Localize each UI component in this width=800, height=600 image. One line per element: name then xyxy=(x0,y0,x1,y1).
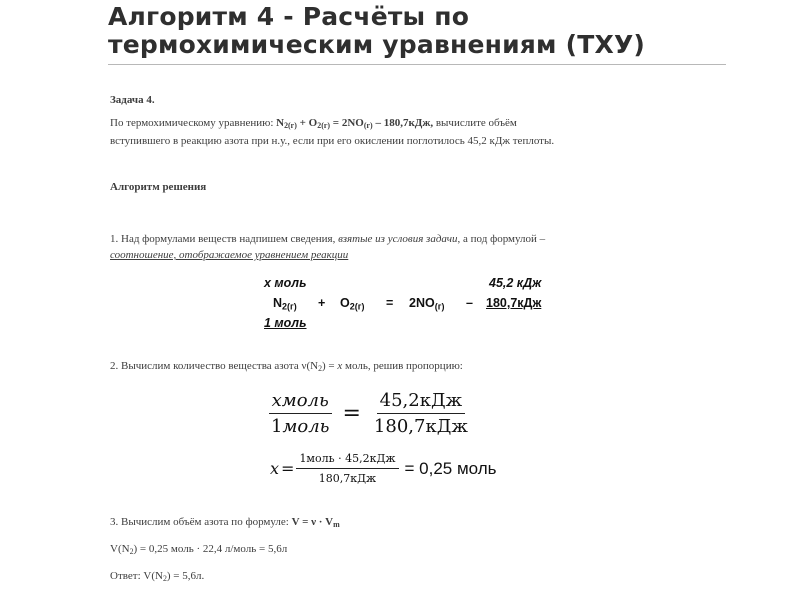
proportion-right-denominator: 180,7кДж xyxy=(373,416,468,437)
x-numerator: 1моль · 45,2кДж xyxy=(296,452,398,469)
eq-n-symbol: N xyxy=(273,296,283,310)
answer-line xyxy=(110,570,204,582)
eq-n2 xyxy=(273,296,297,310)
x-fraction xyxy=(296,452,398,485)
task-line-2: вступившего в реакцию азота при н.у., если при его окислении поглотилось 45,2 кДж теплоты. xyxy=(110,135,555,147)
x-equals: = xyxy=(281,459,295,478)
eq-plus: + xyxy=(318,296,326,310)
algorithm-heading: Алгоритм решения xyxy=(110,181,207,193)
proportion-left-numerator: xмоль xyxy=(269,390,332,414)
eq-no-sub: (г) xyxy=(363,120,373,130)
eq-below-left: 1 моль xyxy=(264,316,307,330)
step-1-text-c: , а под формулой – xyxy=(457,233,546,245)
calculation-text-b: ) = 0,25 моль · 22,4 л/моль = 5,6л xyxy=(133,543,288,555)
title-divider xyxy=(108,64,726,65)
task-equation xyxy=(276,117,433,129)
eq-n: N xyxy=(276,117,285,129)
proportion-right-numerator: 45,2кДж xyxy=(377,390,466,414)
step-2-line xyxy=(110,360,463,372)
page-title-line-2: термохимическим уравнениям (ТХУ) xyxy=(108,30,646,59)
eq-o-sub: 2(г) xyxy=(317,120,331,130)
eq-2no xyxy=(409,296,444,310)
step-3-formula-sub: m xyxy=(333,519,340,529)
eq-no: = 2NO xyxy=(330,117,364,129)
eq-above-left: x моль xyxy=(264,276,307,290)
x-denominator: 180,7кДж xyxy=(318,472,377,485)
proportion xyxy=(268,390,471,437)
step-2-text-c: моль, решив пропорцию: xyxy=(342,360,463,372)
eq-o-subscript: 2(г) xyxy=(349,301,365,312)
step-1-line-1 xyxy=(110,233,545,245)
eq-equals: = xyxy=(386,296,394,310)
proportion-left-denominator xyxy=(268,414,332,437)
eq-heat: – 180,7кДж, xyxy=(372,117,434,129)
x-calculation xyxy=(270,452,497,485)
proportion-right-fraction xyxy=(371,390,471,437)
proportion-left-fraction xyxy=(268,390,332,437)
step-3-line xyxy=(110,516,340,528)
eq-o-symbol: O xyxy=(340,296,350,310)
page-title-line-1: Алгоритм 4 - Расчёты по xyxy=(108,2,470,31)
eq-o2 xyxy=(340,296,364,310)
eq-no-subscript: (г) xyxy=(434,301,445,312)
step-2-text-b: ) = xyxy=(322,360,338,372)
calculation-text-a: V(N xyxy=(110,543,130,555)
task-text-end: вычислите объём xyxy=(433,117,517,129)
step-2-x: x xyxy=(337,360,343,372)
step-1-text-a: 1. Над формулами веществ надпишем сведения, xyxy=(110,233,339,245)
x-result: = 0,25 моль xyxy=(404,458,497,478)
eq-heat: 180,7кДж xyxy=(486,296,542,310)
answer-sub: 2 xyxy=(162,573,167,583)
calculation-line xyxy=(110,543,287,555)
eq-no-symbol: 2NO xyxy=(409,296,435,310)
task-line-1 xyxy=(110,117,517,129)
eq-dash: – xyxy=(466,296,473,310)
eq-n-subscript: 2(г) xyxy=(282,301,297,312)
calculation-sub: 2 xyxy=(129,546,134,556)
answer-text-a: Ответ: V(N xyxy=(110,570,163,582)
eq-above-right: 45,2 кДж xyxy=(489,276,542,290)
step-2-text-a: 2. Вычислим количество вещества азота ν(N xyxy=(110,360,319,372)
eq-o: + O xyxy=(296,117,318,129)
eq-n-sub: 2(г) xyxy=(284,120,297,130)
task-text-intro: По термохимическому уравнению: xyxy=(110,117,277,129)
x-variable: x xyxy=(270,459,280,478)
step-3-text: 3. Вычислим объём азота по формуле: xyxy=(110,516,292,528)
task-heading: Задача 4. xyxy=(110,94,155,106)
proportion-left-denominator-number: 1 xyxy=(271,416,283,437)
proportion-left-denominator-unit: моль xyxy=(282,416,330,437)
step-1-text-italic: взятые из условия задачи xyxy=(338,233,458,245)
step-2-sub: 2 xyxy=(318,363,323,373)
answer-text-b: ) = 5,6л. xyxy=(166,570,205,582)
proportion-equals: = xyxy=(342,401,361,426)
step-1-line-2: соотношение, отображаемое уравнением реакции xyxy=(110,249,349,261)
step-3-formula: V = ν · V xyxy=(291,516,334,528)
